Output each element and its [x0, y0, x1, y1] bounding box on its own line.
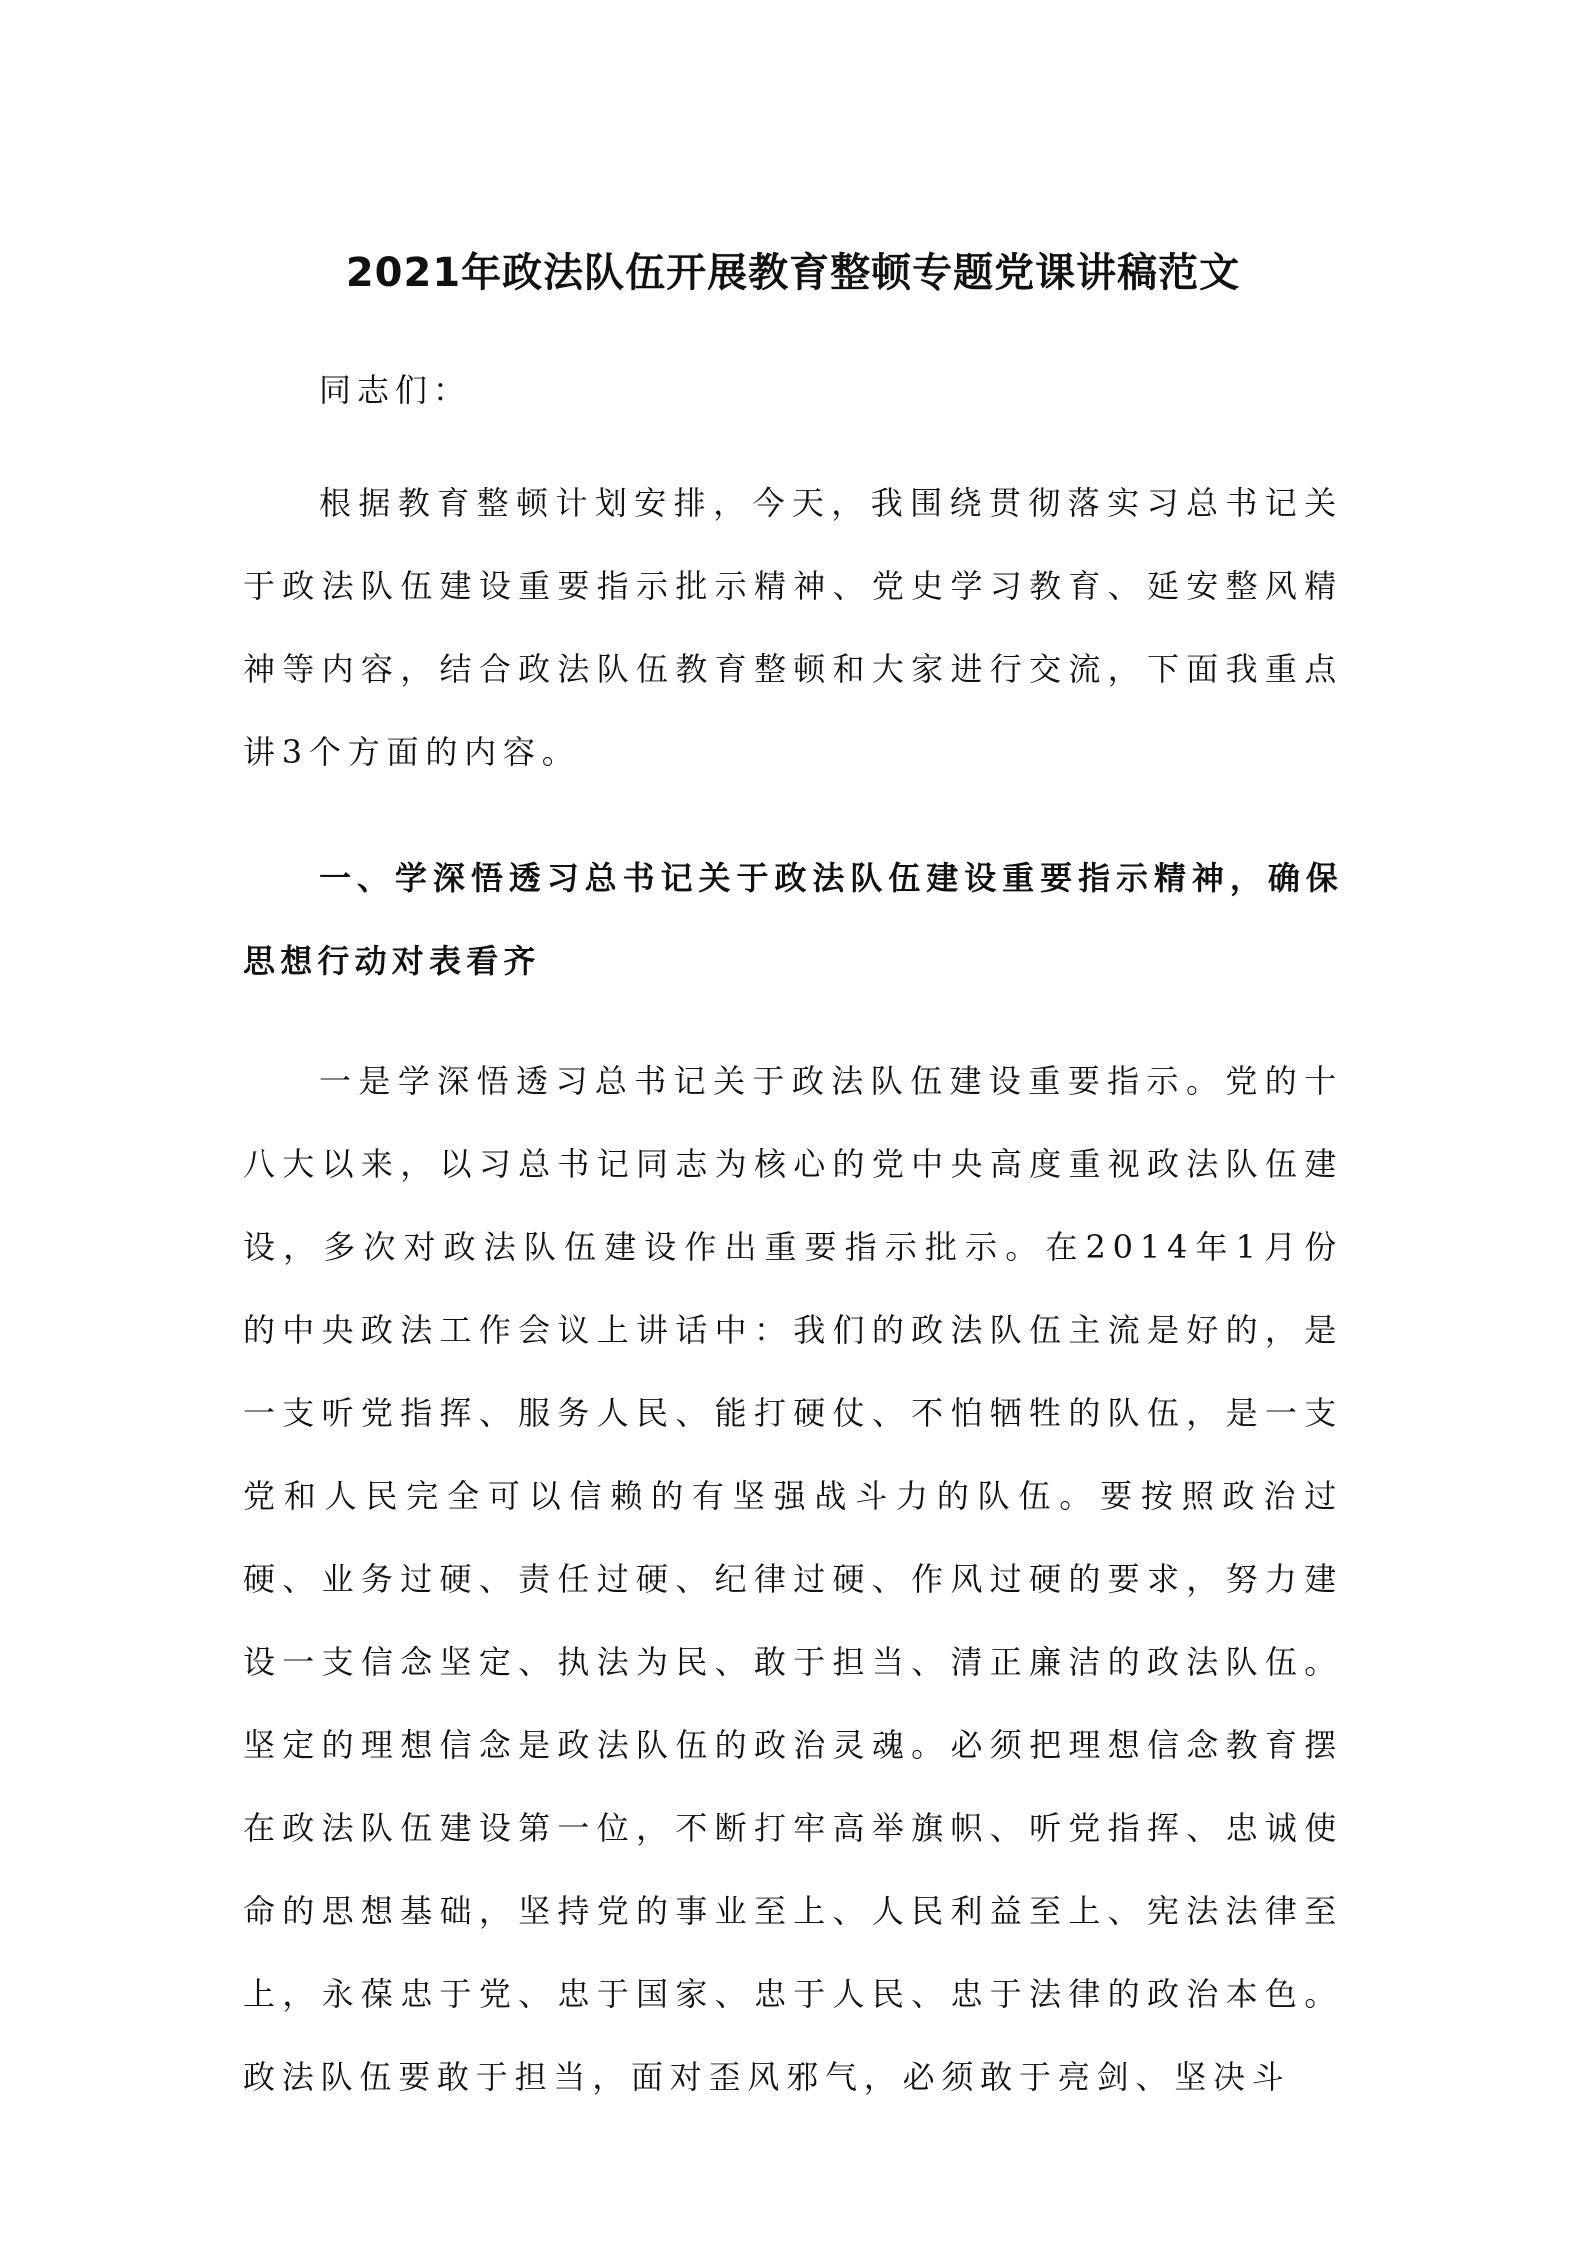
intro-paragraph: 根据教育整顿计划安排，今天，我围绕贯彻落实习总书记关于政法队伍建设重要指示批示精神、党史学习教育、延安整风精神等内容，结合政法队伍教育整顿和大家进行交流，下面我重点讲3个方面的内容。 [243, 484, 1343, 771]
document-body [243, 238, 1343, 2119]
salutation: 同志们： [319, 371, 472, 409]
body-paragraph: 一是学深悟透习总书记关于政法队伍建设重要指示。党的十八大以来，以习总书记同志为核心的党中央高度重视政法队伍建设，多次对政法队伍建设作出重要指示批示。在2014年1月份的中央政法工作会议上讲话中：我们的政法队伍主流是好的，是一支听党指挥、服务人民、能打硬仗、不怕牺牲的队伍，是一支党和人民完全可以信赖的有坚强战斗力的队伍。要按照政治过硬、业务过硬、责任过硬、纪律过硬、作风过硬的要求，努力建设一支信念坚定、执法为民、敢于担当、清正廉洁的政法队伍。坚定的理想信念是政法队伍的政治灵魂。必须把理想信念教育摆在政法队伍建设第一位，不断打牢高举旗帜、听党指挥、忠诚使命的思想基础，坚持党的事业至上、人民利益至上、宪法法律至上，永葆忠于党、忠于国家、忠于人民、忠于法律的政治本色。政法队伍要敢于担当，面对歪风邪气，必须敢于亮剑、坚决斗 [243, 1062, 1343, 2096]
document-title: 2021年政法队伍开展教育整顿专题党课讲稿范文 [345, 250, 1241, 296]
section-heading-1: 一、学深悟透习总书记关于政法队伍建设重要指示精神，确保思想行动对表看齐 [243, 859, 1343, 980]
